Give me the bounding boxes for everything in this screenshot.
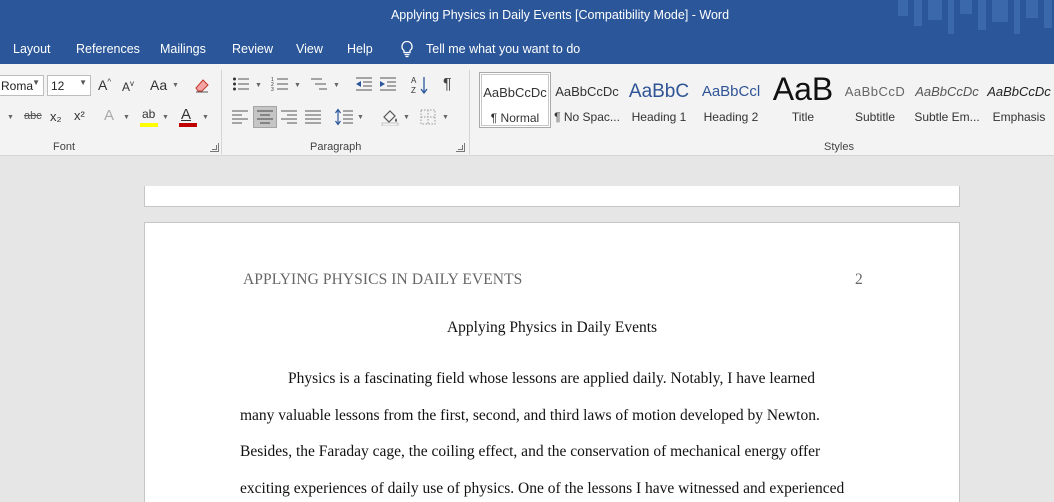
align-left-icon[interactable] (232, 110, 248, 124)
tab-review[interactable]: Review (232, 42, 273, 56)
font-color-swatch (179, 123, 197, 127)
decrease-indent-icon[interactable] (355, 76, 373, 92)
chevron-down-icon: ▼ (333, 82, 340, 89)
title-bar-decoration (894, 0, 1054, 34)
grow-font-button[interactable]: A^ (98, 77, 112, 93)
group-divider (469, 70, 470, 154)
chevron-down-icon: ▼ (202, 114, 209, 121)
font-size-dropdown[interactable] (47, 75, 91, 96)
running-header: APPLYING PHYSICS IN DAILY EVENTS (243, 271, 523, 288)
svg-text:3: 3 (271, 87, 274, 92)
ribbon (0, 64, 1054, 156)
increase-indent-icon[interactable] (379, 76, 397, 92)
style-subtitle[interactable]: AaBbCcD Subtitle (844, 84, 906, 124)
tab-references[interactable]: References (76, 42, 140, 56)
clear-formatting-icon[interactable] (193, 76, 211, 94)
chevron-down-icon: ▼ (32, 78, 40, 87)
ribbon-tabs (0, 34, 1054, 64)
chevron-down-icon: ▼ (7, 114, 14, 121)
tab-layout[interactable]: Layout (13, 42, 51, 56)
show-formatting-marks-button[interactable]: ¶ (443, 76, 452, 93)
chevron-down-icon: ▼ (79, 78, 87, 87)
strikethrough-button[interactable]: abc (24, 110, 42, 122)
page-number: 2 (855, 271, 863, 288)
shading-icon[interactable] (381, 108, 399, 126)
multilevel-list-icon[interactable] (310, 76, 328, 92)
borders-icon[interactable] (420, 109, 436, 125)
svg-text:1: 1 (271, 77, 274, 83)
line-spacing-icon[interactable] (335, 108, 353, 126)
chevron-down-icon: ▼ (403, 114, 410, 121)
style-title[interactable]: AaB Title (772, 72, 834, 124)
font-size-value: 12 (51, 79, 65, 93)
previous-page-bottom (144, 186, 960, 207)
svg-text:2: 2 (271, 82, 274, 88)
chevron-down-icon: ▼ (172, 82, 179, 89)
body-line: Physics is a fascinating field whose lessons are applied daily. Notably, I have learned (288, 370, 815, 387)
chevron-down-icon: ▼ (442, 114, 449, 121)
tab-mailings[interactable]: Mailings (160, 42, 206, 56)
document-page[interactable] (144, 222, 960, 502)
style-heading-1[interactable]: AaBbC Heading 1 (628, 81, 690, 124)
body-line: Besides, the Faraday cage, the coiling effect, and the conservation of mechanical energy offer (240, 443, 821, 460)
text-effects-button[interactable]: A (104, 107, 115, 124)
paragraph-dialog-launcher[interactable] (456, 143, 465, 152)
font-dialog-launcher[interactable] (210, 143, 219, 152)
lightbulb-icon (400, 40, 414, 58)
svg-text:Z: Z (411, 86, 416, 95)
chevron-down-icon: ▼ (357, 114, 364, 121)
align-center-icon (257, 110, 273, 124)
style-heading-2[interactable]: AaBbCcl Heading 2 (701, 83, 761, 124)
justify-icon[interactable] (305, 110, 321, 124)
document-title: Applying Physics in Daily Events (446, 319, 658, 336)
style-emphasis[interactable]: AaBbCcDc Emphasis (987, 84, 1051, 124)
tell-me-search[interactable] (400, 40, 580, 58)
svg-text:A: A (411, 76, 417, 85)
body-line: exciting experiences of daily use of physics. One of the lessons I have witnessed and experienced (240, 480, 845, 497)
tell-me-label: Tell me what you want to do (426, 42, 581, 56)
sort-icon[interactable] (411, 75, 429, 95)
chevron-down-icon: ▼ (123, 114, 130, 121)
bullets-icon[interactable] (232, 76, 250, 92)
subscript-button[interactable]: x₂ (50, 109, 62, 124)
styles-group-label: Styles (824, 141, 854, 153)
title-bar (0, 0, 1054, 34)
font-group-label: Font (53, 141, 76, 153)
window-title: Applying Physics in Daily Events [Compatibility Mode] - Word (390, 8, 730, 22)
style-normal[interactable]: AaBbCcDc ¶ Normal (479, 72, 551, 128)
style-no-spacing[interactable]: AaBbCcDc ¶ No Spac... (554, 84, 620, 124)
align-right-icon[interactable] (281, 110, 297, 124)
superscript-button[interactable]: x² (74, 108, 85, 123)
group-divider (221, 70, 222, 154)
highlight-color-swatch (140, 123, 158, 127)
highlight-button[interactable]: ab (140, 106, 160, 128)
font-family-value: Roma (1, 79, 34, 93)
shrink-font-button[interactable]: $A^v$ (122, 79, 135, 94)
numbering-icon[interactable] (271, 76, 289, 92)
font-family-dropdown[interactable] (0, 75, 44, 96)
body-line: many valuable lessons from the first, second, and third laws of motion developed by Newton. (240, 407, 820, 424)
align-center-button[interactable] (253, 106, 277, 128)
chevron-down-icon: ▼ (162, 114, 169, 121)
chevron-down-icon: ▼ (255, 82, 262, 89)
tab-help[interactable]: Help (347, 42, 373, 56)
tab-view[interactable]: View (296, 42, 323, 56)
font-color-button[interactable]: A (179, 106, 199, 128)
change-case-button[interactable]: Aa (150, 77, 168, 93)
style-subtle-emphasis[interactable]: AaBbCcDc Subtle Em... (914, 84, 980, 124)
chevron-down-icon: ▼ (294, 82, 301, 89)
paragraph-group-label: Paragraph (310, 141, 362, 153)
